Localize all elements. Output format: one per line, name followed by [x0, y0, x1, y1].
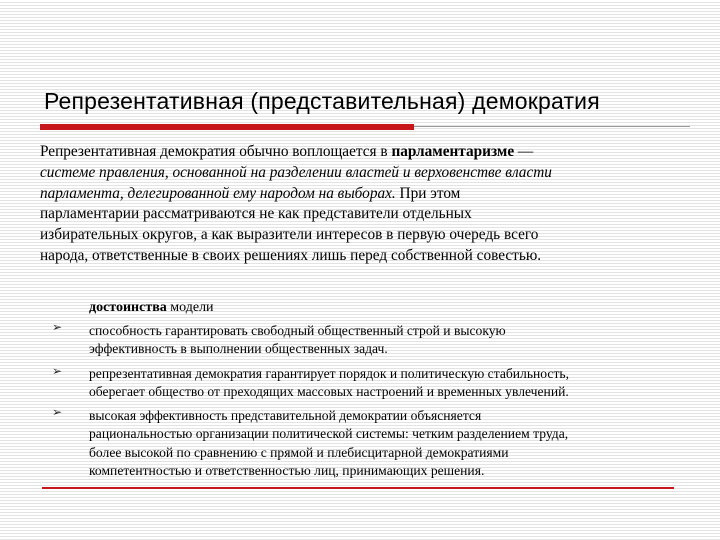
slide-title: Репрезентативная (представительная) демократия: [44, 88, 600, 114]
arrow-bullet-icon: ➢: [52, 405, 63, 419]
intro-paragraph: [40, 142, 680, 267]
intro-italic: парламента, делегированной ему народом на выборах.: [40, 184, 396, 202]
intro-text: При этом: [395, 184, 461, 202]
title-accent-bar: [40, 124, 414, 130]
intro-line-2: [40, 163, 680, 184]
intro-dash: —: [514, 143, 534, 160]
intro-italic: системе правления, основанной на разделении властей и верховенстве власти: [40, 163, 552, 181]
advantage-item-3: [89, 407, 689, 480]
arrow-bullet-icon: ➢: [52, 320, 63, 334]
advantages-heading: [89, 300, 214, 316]
advantage-line: более высокой по сравнению с прямой и плебисцитарной демократиями: [89, 444, 509, 460]
intro-term-bold: парламентаризме: [391, 143, 515, 160]
advantage-line: рациональностью организации политической системы: четким разделением труда,: [89, 426, 569, 442]
advantage-line: репрезентативная демократия гарантирует порядок и политическую стабильность,: [89, 366, 570, 381]
intro-line-5: избирательных округов, а как выразители интересов в первую очередь всего: [40, 226, 539, 244]
advantages-heading-rest: модели: [166, 300, 214, 315]
bottom-accent-line: [42, 487, 674, 489]
intro-text: Репрезентативная демократия обычно воплощается в: [40, 143, 392, 160]
advantage-item-1: [89, 322, 689, 359]
advantages-heading-bold: достоинства: [89, 300, 167, 315]
intro-line-6: народа, ответственные в своих решениях лишь перед собственной совестью.: [40, 246, 542, 264]
advantage-item-2: [89, 365, 689, 402]
advantage-line: способность гарантировать свободный общественный строй и высокую: [89, 323, 506, 338]
advantage-line: высокая эффективность представительной демократии объясняется: [89, 408, 482, 423]
intro-line-1: [40, 142, 680, 163]
intro-line-3: [40, 184, 680, 205]
intro-line-4: парламентарии рассматриваются не как представители отдельных: [40, 205, 472, 223]
arrow-bullet-icon: ➢: [52, 364, 63, 378]
advantage-line: эффективность в выполнении общественных задач.: [89, 341, 388, 357]
advantage-line: оберегает общество от преходящих массовых настроений и временных увлечений.: [89, 384, 569, 400]
advantage-line: компетентностью и ответственностью лиц, принимающих решения.: [89, 462, 485, 478]
